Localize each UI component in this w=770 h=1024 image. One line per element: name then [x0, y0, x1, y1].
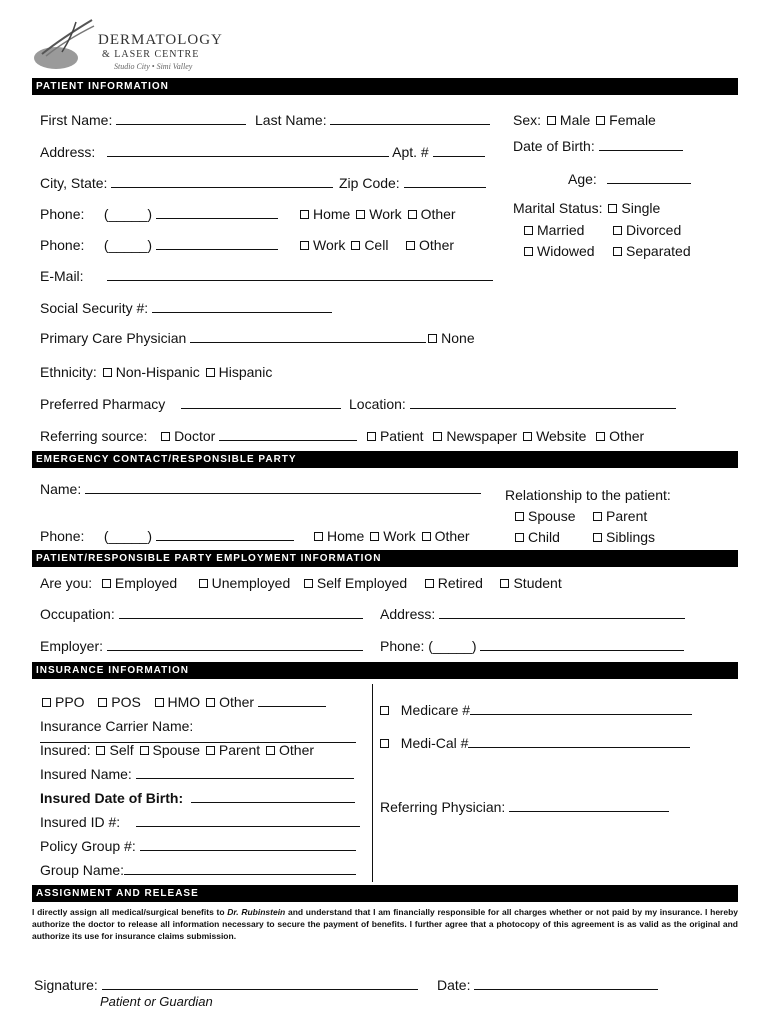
- website-label: Website: [536, 428, 587, 444]
- retired-label: Retired: [437, 575, 483, 591]
- pcp-label: Primary Care Physician: [40, 330, 187, 346]
- self-employed-label: Self Employed: [316, 575, 408, 591]
- married-checkbox[interactable]: [524, 226, 533, 235]
- group-name-field[interactable]: [40, 862, 356, 878]
- are-you-label: Are you:: [40, 575, 93, 591]
- student-label: Student: [513, 575, 562, 591]
- newspaper-checkbox[interactable]: [433, 432, 442, 441]
- assignment-text-end: and understand that I am financially responsible for all charges whether or not paid by my insurance. I hereby authorize the doctor to release all information necessary to secure the payment of benefits. I further agree that a photocopy of this agreement is as valid as the original and authorize its use for insurance claims submission.: [32, 907, 738, 941]
- cell-checkbox[interactable]: [351, 241, 360, 250]
- age-field[interactable]: [568, 171, 691, 187]
- date-label: Date:: [437, 977, 471, 993]
- siblings-label: Siblings: [606, 529, 656, 545]
- city-state-line[interactable]: [111, 176, 333, 188]
- insured-name-label: Insured Name:: [40, 766, 132, 782]
- last-name-line[interactable]: [330, 113, 490, 125]
- other-checkbox[interactable]: [596, 432, 605, 441]
- signature-label: Signature:: [34, 977, 98, 993]
- self-employed-checkbox[interactable]: [304, 579, 313, 588]
- divorced-label: Divorced: [626, 222, 682, 238]
- child-label: Child: [528, 529, 560, 545]
- occupation-field[interactable]: [40, 606, 363, 622]
- medicare-field[interactable]: [378, 702, 692, 718]
- emergency-phone-type[interactable]: [312, 528, 470, 544]
- doctor-name: Dr. Rubinstein: [227, 907, 286, 917]
- clinic-logo: [32, 18, 232, 76]
- assignment-text-start: I directly assign all medical/surgical benefits to: [32, 907, 228, 917]
- male-label: Male: [559, 112, 591, 128]
- other-checkbox[interactable]: [206, 698, 215, 707]
- zip-field[interactable]: [339, 175, 486, 191]
- section-header-employment: [32, 550, 738, 567]
- divorced-option[interactable]: [611, 222, 681, 238]
- siblings-option[interactable]: [591, 529, 655, 545]
- section-header-assignment: [32, 885, 738, 902]
- group-name-label: Group Name:: [40, 862, 125, 878]
- phone-1-field[interactable]: [40, 206, 278, 222]
- age-label: Age:: [568, 171, 597, 187]
- patient-label: Patient: [379, 428, 424, 444]
- policy-label: Policy Group #:: [40, 838, 136, 854]
- child-option[interactable]: [513, 529, 560, 545]
- emergency-phone-field[interactable]: [40, 528, 294, 544]
- last-name-label: Last Name:: [255, 112, 327, 128]
- spouse-checkbox[interactable]: [140, 746, 149, 755]
- logo-tagline: Studio City • Simi Valley: [114, 62, 193, 71]
- employer-phone-area: (_____): [428, 638, 477, 654]
- employer-address-field[interactable]: [380, 606, 685, 622]
- section-title: ASSIGNMENT AND RELEASE: [36, 888, 199, 899]
- apt-line[interactable]: [433, 145, 485, 157]
- city-state-label: City, State:: [40, 175, 108, 191]
- other-checkbox[interactable]: [406, 241, 415, 250]
- none-label: None: [441, 330, 475, 346]
- doctor-label: Doctor: [174, 428, 216, 444]
- phone-1-area: (_____): [103, 206, 153, 222]
- parent-checkbox[interactable]: [593, 512, 602, 521]
- age-line[interactable]: [607, 172, 691, 184]
- other-checkbox[interactable]: [408, 210, 417, 219]
- section-header-insurance: [32, 662, 738, 679]
- siblings-checkbox[interactable]: [593, 533, 602, 542]
- dob-line[interactable]: [599, 139, 683, 151]
- doctor-line[interactable]: [219, 429, 357, 441]
- male-checkbox[interactable]: [547, 116, 556, 125]
- married-option[interactable]: [522, 222, 584, 238]
- referring-physician-field[interactable]: [380, 799, 669, 815]
- occupation-label: Occupation:: [40, 606, 115, 622]
- section-title: INSURANCE INFORMATION: [36, 665, 190, 676]
- ssn-field[interactable]: [40, 300, 332, 316]
- spouse-option[interactable]: [513, 508, 575, 524]
- parent-option[interactable]: [591, 508, 647, 524]
- female-checkbox[interactable]: [596, 116, 605, 125]
- employer-address-label: Address:: [380, 606, 436, 622]
- parent-label: Parent: [218, 742, 261, 758]
- separated-option[interactable]: [611, 243, 691, 259]
- insurance-divider: [372, 684, 373, 882]
- group-name-line[interactable]: [124, 863, 356, 875]
- assignment-text: [32, 906, 738, 942]
- other-label: Other: [279, 742, 315, 758]
- location-line[interactable]: [410, 397, 676, 409]
- section-title: PATIENT/RESPONSIBLE PARTY EMPLOYMENT INFORMATION: [36, 553, 382, 564]
- parent-label: Parent: [606, 508, 648, 524]
- phone-2-label: Phone:: [40, 237, 85, 253]
- address-line-wrap[interactable]: [107, 144, 485, 160]
- emergency-name-field[interactable]: [40, 481, 481, 497]
- relationship-label: Relationship to the patient:: [505, 487, 671, 503]
- work-checkbox[interactable]: [300, 241, 309, 250]
- child-checkbox[interactable]: [515, 533, 524, 542]
- hispanic-checkbox[interactable]: [206, 368, 215, 377]
- medicare-checkbox[interactable]: [380, 706, 389, 715]
- ppo-label: PPO: [55, 694, 85, 710]
- widowed-checkbox[interactable]: [524, 247, 533, 256]
- carrier-label: Insurance Carrier Name:: [40, 718, 194, 734]
- spouse-label: Spouse: [152, 742, 200, 758]
- doctor-checkbox[interactable]: [161, 432, 170, 441]
- patient-checkbox[interactable]: [367, 432, 376, 441]
- insured-id-label: Insured ID #:: [40, 814, 121, 830]
- location-field[interactable]: [349, 396, 676, 412]
- logo-subtitle: & LASER CENTRE: [102, 49, 200, 60]
- phone-1-label: Phone:: [40, 206, 85, 222]
- pcp-field[interactable]: [40, 330, 475, 346]
- spouse-checkbox[interactable]: [515, 512, 524, 521]
- emergency-name-line[interactable]: [85, 482, 481, 494]
- medical-field[interactable]: [378, 735, 690, 751]
- emergency-phone-area: (_____): [103, 528, 153, 544]
- employed-checkbox[interactable]: [102, 579, 111, 588]
- email-field[interactable]: [40, 268, 84, 284]
- phone-1-line[interactable]: [156, 207, 278, 219]
- employer-phone-field[interactable]: [380, 638, 684, 654]
- single-checkbox[interactable]: [608, 204, 617, 213]
- phone-2-type[interactable]: [298, 237, 454, 253]
- section-title: EMERGENCY CONTACT/RESPONSIBLE PARTY: [36, 454, 297, 465]
- insured-label: Insured:: [40, 742, 91, 758]
- work-label: Work: [369, 206, 402, 222]
- insured-id-line[interactable]: [136, 815, 360, 827]
- other-checkbox[interactable]: [266, 746, 275, 755]
- referring-physician-line[interactable]: [509, 800, 669, 812]
- cell-label: Cell: [364, 237, 389, 253]
- phone-2-field[interactable]: [40, 237, 278, 253]
- apt-label: Apt. #: [392, 144, 429, 160]
- medical-line[interactable]: [468, 736, 690, 748]
- none-checkbox[interactable]: [428, 334, 437, 343]
- insured-name-field[interactable]: [40, 766, 354, 782]
- insured-field[interactable]: [40, 742, 314, 758]
- student-checkbox[interactable]: [500, 579, 509, 588]
- employment-status-field[interactable]: [40, 575, 562, 591]
- married-label: Married: [537, 222, 585, 238]
- hispanic-label: Hispanic: [218, 364, 273, 380]
- date-line[interactable]: [474, 978, 658, 990]
- insured-id-field[interactable]: [40, 814, 360, 830]
- sex-label: Sex:: [513, 112, 542, 128]
- employer-address-line[interactable]: [439, 607, 685, 619]
- self-checkbox[interactable]: [96, 746, 105, 755]
- occupation-line[interactable]: [119, 607, 363, 619]
- parent-checkbox[interactable]: [206, 746, 215, 755]
- ssn-line[interactable]: [152, 301, 332, 313]
- zip-label: Zip Code:: [339, 175, 400, 191]
- single-label: Single: [621, 200, 661, 216]
- last-name-field[interactable]: [255, 112, 490, 128]
- phone-2-area: (_____): [103, 237, 153, 253]
- zip-line[interactable]: [404, 176, 486, 188]
- email-label: E-Mail:: [40, 268, 84, 284]
- home-label: Home: [327, 528, 365, 544]
- employed-label: Employed: [114, 575, 178, 591]
- city-state-field[interactable]: [40, 175, 333, 191]
- employer-label: Employer:: [40, 638, 104, 654]
- widowed-option[interactable]: [522, 243, 595, 259]
- pharmacy-field[interactable]: [40, 396, 341, 412]
- other-label: Other: [420, 206, 456, 222]
- non-hispanic-checkbox[interactable]: [103, 368, 112, 377]
- insured-dob-line[interactable]: [191, 791, 355, 803]
- pos-checkbox[interactable]: [98, 698, 107, 707]
- phone-1-type[interactable]: [298, 206, 456, 222]
- emergency-phone-label: Phone:: [40, 528, 85, 544]
- dob-label: Date of Birth:: [513, 138, 595, 154]
- signature-field[interactable]: [34, 977, 418, 993]
- work-checkbox[interactable]: [356, 210, 365, 219]
- pos-label: POS: [111, 694, 141, 710]
- work-label: Work: [313, 237, 346, 253]
- medicare-line[interactable]: [470, 703, 692, 715]
- marital-label: Marital Status:: [513, 200, 603, 216]
- policy-group-field[interactable]: [40, 838, 356, 854]
- employer-phone-label: Phone:: [380, 638, 425, 654]
- ssn-label: Social Security #:: [40, 300, 149, 316]
- newspaper-label: Newspaper: [446, 428, 518, 444]
- sex-field[interactable]: [513, 112, 656, 128]
- hmo-checkbox[interactable]: [155, 698, 164, 707]
- date-field[interactable]: [437, 977, 658, 993]
- work-label: Work: [383, 528, 416, 544]
- other-label: Other: [419, 237, 455, 253]
- plan-type-field[interactable]: [40, 694, 326, 710]
- pharmacy-line[interactable]: [181, 397, 341, 409]
- first-name-label: First Name:: [40, 112, 113, 128]
- referring-source-field[interactable]: [40, 428, 644, 444]
- home-checkbox[interactable]: [300, 210, 309, 219]
- employer-line[interactable]: [107, 639, 363, 651]
- unemployed-checkbox[interactable]: [199, 579, 208, 588]
- retired-checkbox[interactable]: [425, 579, 434, 588]
- signer-caption: Patient or Guardian: [100, 994, 213, 1009]
- pharmacy-label: Preferred Pharmacy: [40, 396, 166, 412]
- medical-label: Medi-Cal #: [400, 735, 469, 751]
- location-label: Location:: [349, 396, 406, 412]
- separated-checkbox[interactable]: [613, 247, 622, 256]
- other-checkbox[interactable]: [422, 532, 431, 541]
- insured-dob-label: Insured Date of Birth:: [40, 790, 184, 806]
- pcp-line[interactable]: [190, 331, 426, 343]
- medicare-label: Medicare #: [400, 702, 471, 718]
- other-label: Other: [609, 428, 645, 444]
- first-name-line[interactable]: [116, 113, 246, 125]
- ethnicity-field[interactable]: [40, 364, 272, 380]
- address-line[interactable]: [107, 145, 389, 157]
- email-line-wrap[interactable]: [107, 268, 493, 284]
- dob-field[interactable]: [513, 138, 683, 154]
- section-header-emergency: [32, 451, 738, 468]
- self-label: Self: [109, 742, 134, 758]
- referring-label: Referring source:: [40, 428, 148, 444]
- other-label: Other: [219, 694, 255, 710]
- home-checkbox[interactable]: [314, 532, 323, 541]
- separated-label: Separated: [626, 243, 691, 259]
- divorced-checkbox[interactable]: [613, 226, 622, 235]
- section-header-patient: [32, 78, 738, 95]
- section-title: PATIENT INFORMATION: [36, 81, 169, 92]
- email-line[interactable]: [107, 269, 493, 281]
- first-name-field[interactable]: [40, 112, 246, 128]
- address-field[interactable]: [40, 144, 95, 160]
- ethnicity-label: Ethnicity:: [40, 364, 97, 380]
- emergency-name-label: Name:: [40, 481, 82, 497]
- medical-checkbox[interactable]: [380, 739, 389, 748]
- hmo-label: HMO: [167, 694, 201, 710]
- spouse-label: Spouse: [528, 508, 576, 524]
- logo-mark-icon: [32, 18, 98, 74]
- phone-2-line[interactable]: [156, 238, 278, 250]
- female-label: Female: [609, 112, 656, 128]
- referring-physician-label: Referring Physician:: [380, 799, 506, 815]
- signature-line[interactable]: [102, 978, 418, 990]
- insured-dob-field[interactable]: [40, 790, 355, 806]
- work-checkbox[interactable]: [370, 532, 379, 541]
- unemployed-label: Unemployed: [211, 575, 291, 591]
- other-plan-line[interactable]: [258, 695, 326, 707]
- website-checkbox[interactable]: [523, 432, 532, 441]
- employer-phone-line[interactable]: [480, 639, 684, 651]
- home-label: Home: [313, 206, 351, 222]
- widowed-label: Widowed: [537, 243, 595, 259]
- address-label: Address:: [40, 144, 96, 160]
- logo-title: DERMATOLOGY: [98, 32, 223, 48]
- marital-status-field[interactable]: [513, 200, 660, 216]
- insured-name-line[interactable]: [136, 767, 354, 779]
- non-hispanic-label: Non-Hispanic: [115, 364, 200, 380]
- emergency-phone-line[interactable]: [156, 529, 294, 541]
- employer-field[interactable]: [40, 638, 363, 654]
- policy-line[interactable]: [140, 839, 356, 851]
- other-label: Other: [434, 528, 470, 544]
- ppo-checkbox[interactable]: [42, 698, 51, 707]
